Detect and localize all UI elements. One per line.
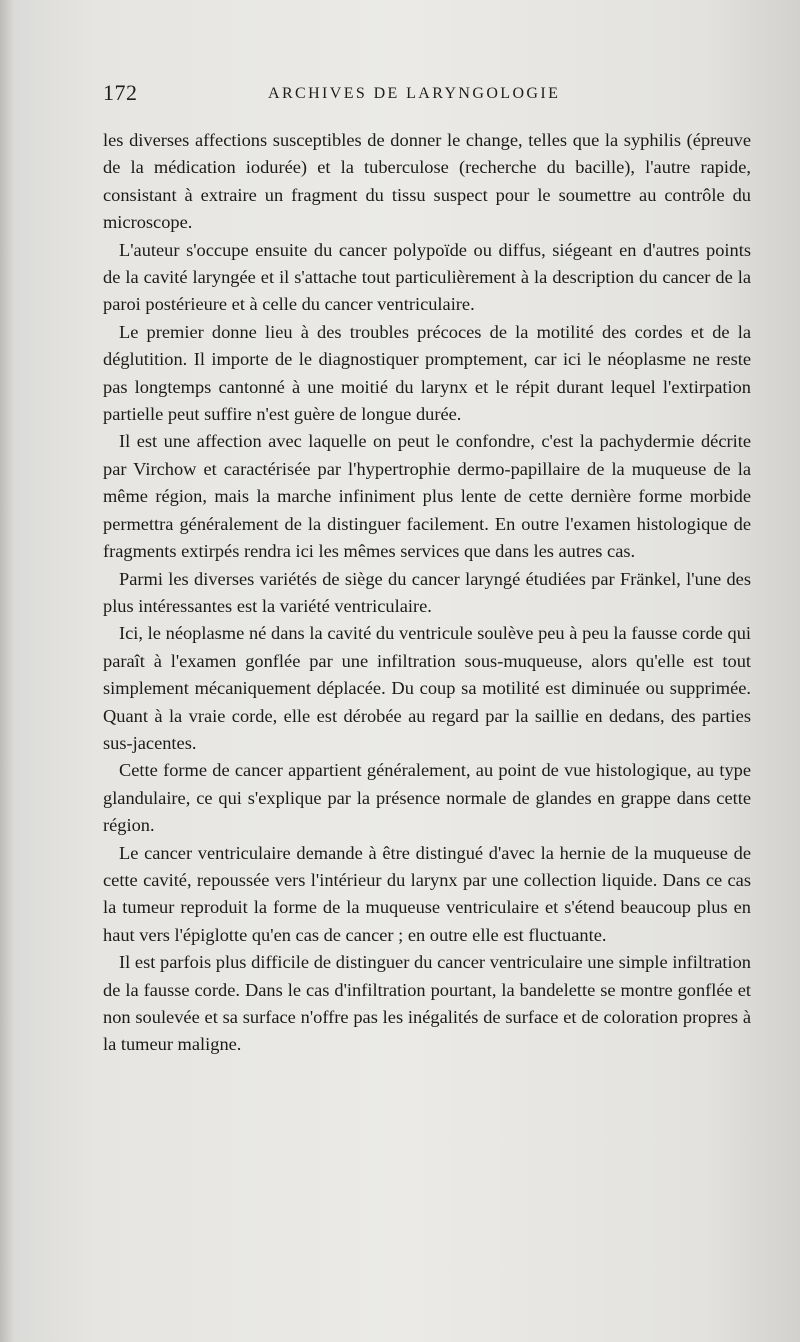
paragraph: Ici, le néoplasme né dans la cavité du ventricule soulève peu à peu la fausse corde qui paraît à l'examen gonflée par une infiltration sous-muqueuse, alors qu'elle est tout simplement mécaniquement déplacée. Du coup sa motilité est diminuée ou supprimée. Quant à la vraie corde, elle est dérobée au regard par la saillie en dedans, des parties sus-jacentes.	[103, 623, 751, 753]
paragraph: Cette forme de cancer appartient généralement, au point de vue histologique, au type glandulaire, ce qui s'explique par la présence normale de glandes en grappe dans cette région.	[103, 760, 751, 836]
paragraph: Le premier donne lieu à des troubles précoces de la motilité des cordes et de la déglutition. Il importe de le diagnostiquer promptement, car ici le néoplasme ne reste pas longtemps cantonné à une moitié du larynx et le répit durant lequel l'extirpation partielle peut suffire n'est guère de longue durée.	[103, 321, 751, 425]
paragraph: L'auteur s'occupe ensuite du cancer polypoïde ou diffus, siégeant en d'autres points de la cavité laryngée et il s'attache tout particulièrement à la description du cancer de la paroi postérieure et à celle du cancer ventriculaire.	[103, 239, 751, 315]
running-title: ARCHIVES DE LARYNGOLOGIE	[268, 85, 561, 102]
paragraph: Le cancer ventriculaire demande à être distingué d'avec la hernie de la muqueuse de cette cavité, repoussée vers l'intérieur du larynx par une collection liquide. Dans ce cas la tumeur reproduit la forme de la muqueuse ventriculaire et s'étend beaucoup plus en haut vers l'épiglotte qu'en cas de cancer ; en outre elle est fluctuante.	[103, 842, 751, 945]
page-number: 172	[103, 80, 138, 105]
body-text	[103, 127, 751, 1059]
paragraph: Il est une affection avec laquelle on peut le confondre, c'est la pachydermie décrite par Virchow et caractérisée par l'hypertrophie dermo-papillaire de la muqueuse de la même région, mais la marche infiniment plus lente de cette dernière forme morbide permettra généralement de la distinguer facilement. En outre l'examen histologique de fragments extirpés rendra ici les mêmes services que dans les autres cas.	[103, 431, 751, 562]
paragraph: Il est parfois plus difficile de distinguer du cancer ventriculaire une simple infiltration de la fausse corde. Dans le cas d'infiltration pourtant, la bandelette se montre gonflée et non soulevée et sa surface n'offre pas les inégalités de surface et de coloration propres à la tumeur maligne.	[103, 952, 751, 1055]
paragraph-continuation: les diverses affections susceptibles de donner le change, telles que la syphilis (épreuve de la médication iodurée) et la tuberculose (recherche du bacille), l'autre rapide, consistant à extraire un fragment du tissu suspect pour le soumettre au contrôle du microscope.	[103, 130, 751, 233]
paragraph: Parmi les diverses variétés de siège du cancer laryngé étudiées par Fränkel, l'une des plus intéressantes est la variété ventriculaire.	[103, 568, 751, 616]
page-header	[103, 80, 663, 110]
